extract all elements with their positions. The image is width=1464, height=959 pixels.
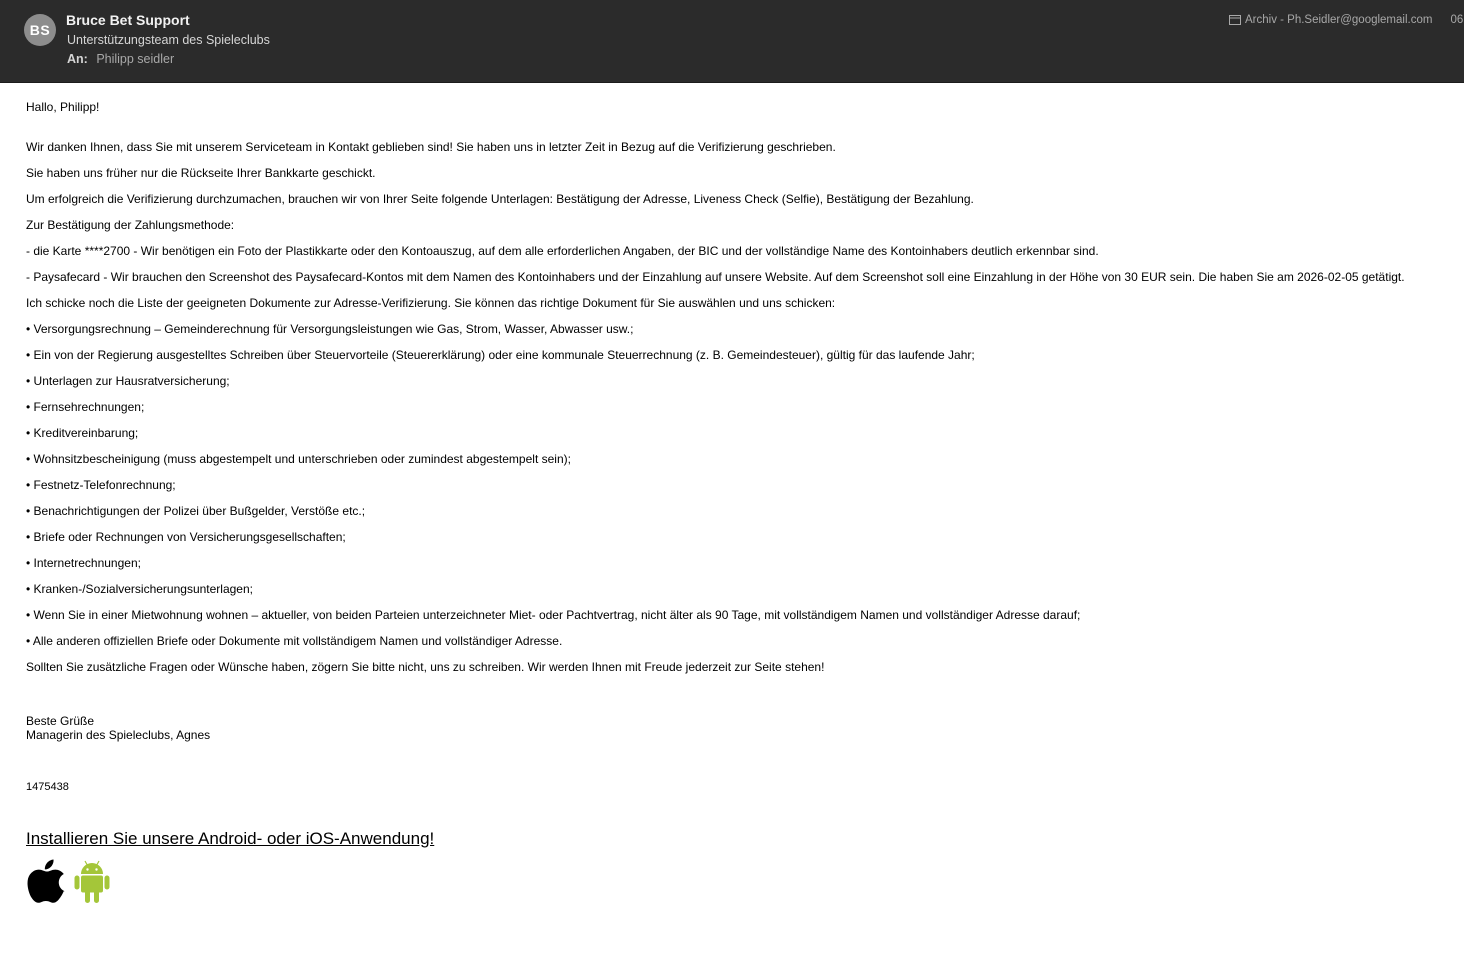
list-item: • Wohnsitzbescheinigung (muss abgestempelt und unterschrieben oder zumindest abgestempelt sein); [26,452,571,466]
list-item: • Fernsehrechnungen; [26,400,145,414]
sender-subtitle: Unterstützungsteam des Spieleclubs [67,33,270,47]
list-item: • Alle anderen offiziellen Briefe oder Dokumente mit vollständigem Namen und vollständiger Adresse. [26,634,563,648]
paragraph: Sie haben uns früher nur die Rückseite Ihrer Bankkarte geschickt. [26,166,376,180]
signature-greeting: Beste Grüße [26,714,95,728]
signature-name: Managerin des Spieleclubs, Agnes [26,728,211,742]
message-paragraphs [26,140,1464,674]
to-label: An: [67,52,88,66]
android-icon[interactable] [72,858,112,904]
recipient-name[interactable]: Philipp seidler [96,52,175,66]
email-body [0,83,1464,904]
folder-label[interactable]: Archiv - Ph.Seidler@googlemail.com [1245,14,1433,26]
closing-paragraph: Sollten Sie zusätzliche Fragen oder Wünsche haben, zögern Sie bitte nicht, uns zu schreiben. Wir werden Ihnen mit Freude jederzeit zur Seite stehen! [26,660,825,674]
paragraph: - die Karte ****2700 - Wir benötigen ein Foto der Plastikkarte oder den Kontoauszug, auf dem alle erforderlichen Angaben, der BIC und der vollständige Name des Kontoinhabers deutlich erkennbar sind. [26,244,1099,258]
avatar[interactable]: BS [24,14,56,46]
list-item: • Kranken-/Sozialversicherungsunterlagen; [26,582,253,596]
list-item: • Versorgungsrechnung – Gemeinderechnung für Versorgungsleistungen wie Gas, Strom, Wasser, Abwasser usw.; [26,322,634,336]
paragraph: Wir danken Ihnen, dass Sie mit unserem Serviceteam in Kontakt geblieben sind! Sie haben uns in letzter Zeit in Bezug auf die Verifizierung geschrieben. [26,140,836,154]
list-item: • Briefe oder Rechnungen von Versicherungsgesellschaften; [26,530,346,544]
list-item: • Unterlagen zur Hausratversicherung; [26,374,230,388]
folder-info [1229,14,1463,26]
install-app-link[interactable]: Installieren Sie unsere Android- oder iOS-Anwendung! [26,829,435,848]
email-header [0,0,1464,83]
ticket-number: 1475438 [26,781,69,793]
list-item: • Ein von der Regierung ausgestelltes Schreiben über Steuervorteile (Steuererklärung) oder eine kommunale Steuerrechnung (z. B. Gemeindesteuer), gültig für das laufende Jahr; [26,348,975,362]
list-item: • Wenn Sie in einer Mietwohnung wohnen – aktueller, von beiden Parteien unterzeichneter Miet- oder Pachtvertrag, nicht älter als 90 Tage, mit vollständigem Namen und vollständiger Adresse darauf; [26,608,1081,622]
recipient-row [67,52,174,66]
paragraph: Zur Bestätigung der Zahlungsmethode: [26,218,235,232]
greeting: Hallo, Philipp! [26,100,100,114]
apple-icon[interactable] [26,858,66,904]
sender-name[interactable]: Bruce Bet Support [66,12,190,28]
paragraph: Ich schicke noch die Liste der geeigneten Dokumente zur Adresse-Verifizierung. Sie können das richtige Dokument für Sie auswählen und uns schicken: [26,296,836,310]
email-date: 06 [1450,14,1464,26]
archive-icon [1229,15,1241,25]
paragraph: Um erfolgreich die Verifizierung durchzumachen, brauchen wir von Ihrer Seite folgende Unterlagen: Bestätigung der Adresse, Liveness Check (Selfie), Bestätigung der Bezahlung. [26,192,974,206]
list-item: • Benachrichtigungen der Polizei über Bußgelder, Verstöße etc.; [26,504,366,518]
paragraph: - Paysafecard - Wir brauchen den Screenshot des Paysafecard-Kontos mit dem Namen des Kontoinhabers und der Einzahlung auf unsere Website. Auf dem Screenshot soll eine Einzahlung in der Höhe von 30 EUR sein. Die haben Sie am 2026-02-05 getätigt. [26,270,1405,284]
signature [26,714,1464,742]
list-item: • Festnetz-Telefonrechnung; [26,478,176,492]
app-store-icons [26,858,1464,904]
list-item: • Internetrechnungen; [26,556,141,570]
list-item: • Kreditvereinbarung; [26,426,139,440]
